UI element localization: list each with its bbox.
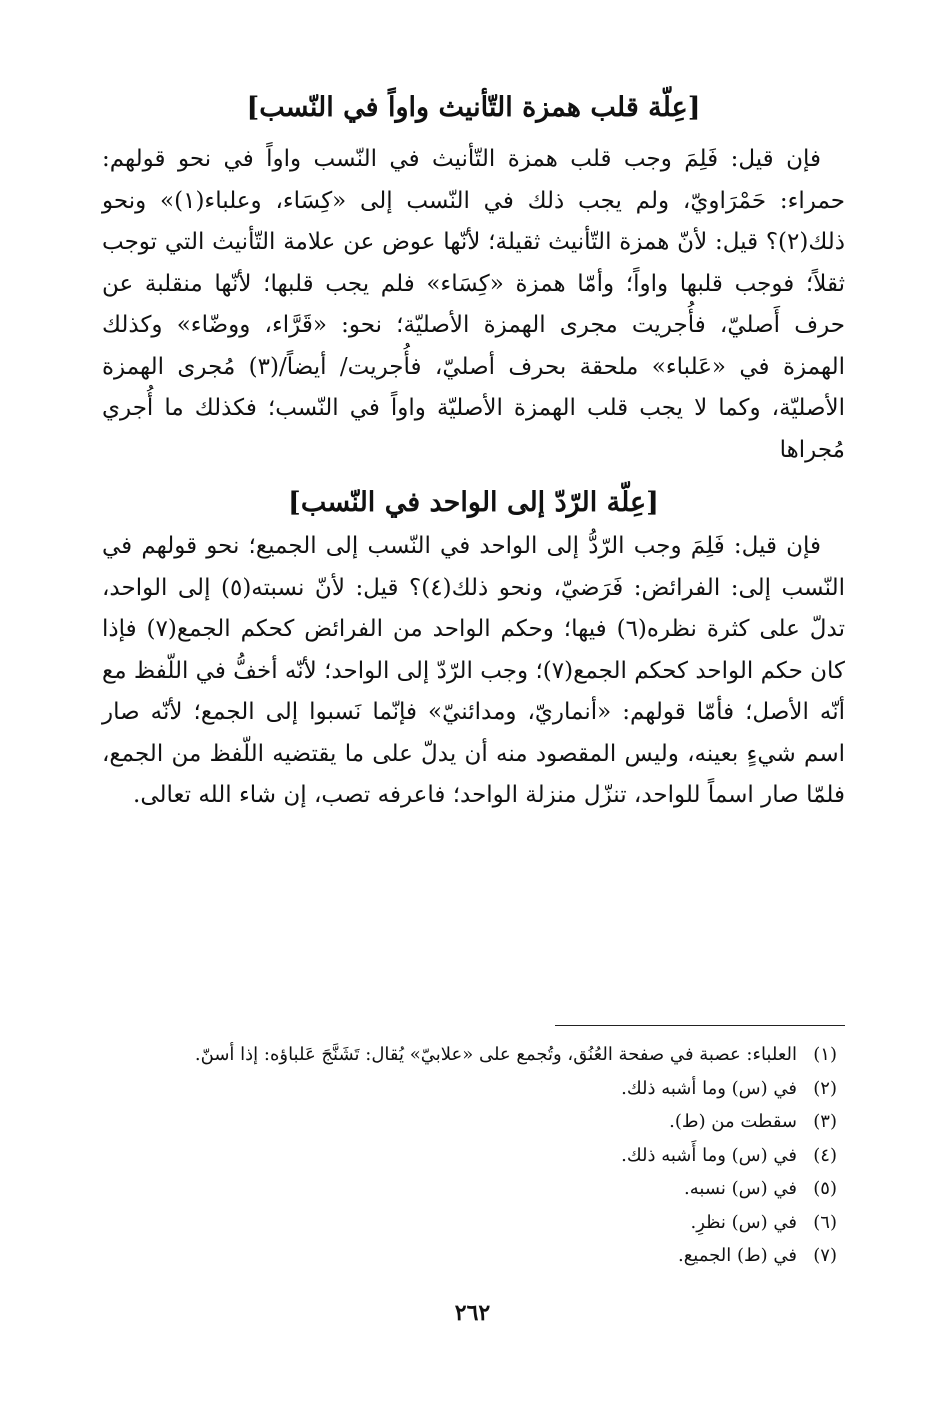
footnote-number: (٢) bbox=[813, 1077, 837, 1099]
section-paragraph-2: فإن قيل: فَلِمَ وجب الرّدُّ إلى الواحد في النّسب إلى الجميع؛ نحو قولهم في النّسب إلى: الفرائض: فَرَضيّ، ونحو ذلك(٤)؟ قيل: لأنّ نسبته(٥) إلى الواحد، تدلّ على كثرة نظره(٦) فيها؛ وحكم الواحد من الفرائض كحكم الجمع(٧) فإذا كان حكم الواحد كحكم الجمع(٧)؛ وجب الرّدّ إلى الواحد؛ لأنّه أخفُّ في اللّفظ مع أنّه الأصل؛ فأمّا قولهم: «أنماريّ، ومدائنيّ» فإنّما نَسبوا إلى الجمع؛ لأنّه صار اسم شيءٍ بعينه، وليس المقصود منه أن يدلّ على ما يقتضيه اللّفظ من الجمع، فلمّا صار اسماً للواحد، تنزّل منزلة الواحد؛ فاعرفه تصب، إن شاء الله تعالى. bbox=[102, 533, 845, 809]
footnote-divider bbox=[555, 1025, 845, 1026]
footnote-number: (٦) bbox=[813, 1211, 837, 1233]
footnote-item bbox=[102, 1172, 845, 1206]
footnote-list bbox=[102, 1038, 845, 1273]
page-number: ٢٦٢ bbox=[454, 1300, 491, 1326]
section-heading-1: [عِلّة قلب همزة التّأنيث واواً في النّسب] bbox=[246, 92, 701, 123]
footnote-text: في (س) وما أشبه ذلك. bbox=[621, 1077, 797, 1099]
footnote-number: (٥) bbox=[813, 1178, 837, 1199]
footnote-item bbox=[102, 1105, 845, 1139]
footnote-text: في (س) نظرِ. bbox=[690, 1211, 797, 1233]
footnote-number: (٣) bbox=[813, 1111, 837, 1132]
footnote-text: في (س) نسبه. bbox=[684, 1178, 797, 1199]
footnote-item bbox=[102, 1206, 845, 1240]
footnote-item bbox=[102, 1139, 845, 1173]
footnote-item bbox=[102, 1239, 845, 1273]
footnote-item bbox=[102, 1038, 845, 1072]
footnote-text: في (س) وما أَشبه ذلك. bbox=[621, 1144, 797, 1166]
footnote-number: (٤) bbox=[813, 1144, 837, 1166]
section-paragraph-1: فإن قيل: فَلِمَ وجب قلب همزة التّأنيث في النّسب واواً في نحو قولهم: حمراء: حَمْرَاويّ، ولم يجب ذلك في النّسب إلى «كِسَاء، وعلباء(١)» ونحو ذلك(٢)؟ قيل: لأنّ همزة التّأنيث ثقيلة؛ لأنّها عوض عن علامة التّأنيث التي توجب ثقلاً؛ فوجب قلبها واواً؛ وأمّا همزة «كِسَاء» فلم يجب قلبها؛ لأنّها منقلبة عن حرف أَصليّ، فأُجريت مجرى الهمزة الأصليّة؛ نحو: «قَرَّاء، ووضّاء» وكذلك الهمزة في «عَلباء» ملحقة بحرف أصليّ، فأُجريت/ أيضاً/(٣) مُجرى الهمزة الأصليّة، وكما لا يجب قلب الهمزة الأصليّة واواً في النّسب؛ فكذلك ما أُجري مُجراها bbox=[102, 146, 845, 463]
footnote-number: (١) bbox=[813, 1044, 837, 1065]
footnote-number: (٧) bbox=[813, 1245, 837, 1266]
section-heading-2: [عِلّة الرّدّ إلى الواحد في النّسب] bbox=[288, 487, 659, 519]
footnote-text: في (ط) الجميع. bbox=[678, 1245, 797, 1266]
footnotes bbox=[102, 1025, 845, 1273]
footnote-item bbox=[102, 1072, 845, 1106]
footnote-text: العلباء: عصبة في صفحة العُنُق، وتُجمع على «علابيّ» يُقال: تَشَنَّجَ عَلباؤه: إذا أسنّ. bbox=[194, 1044, 797, 1065]
footnote-text: سقطت من (ط). bbox=[669, 1111, 797, 1132]
